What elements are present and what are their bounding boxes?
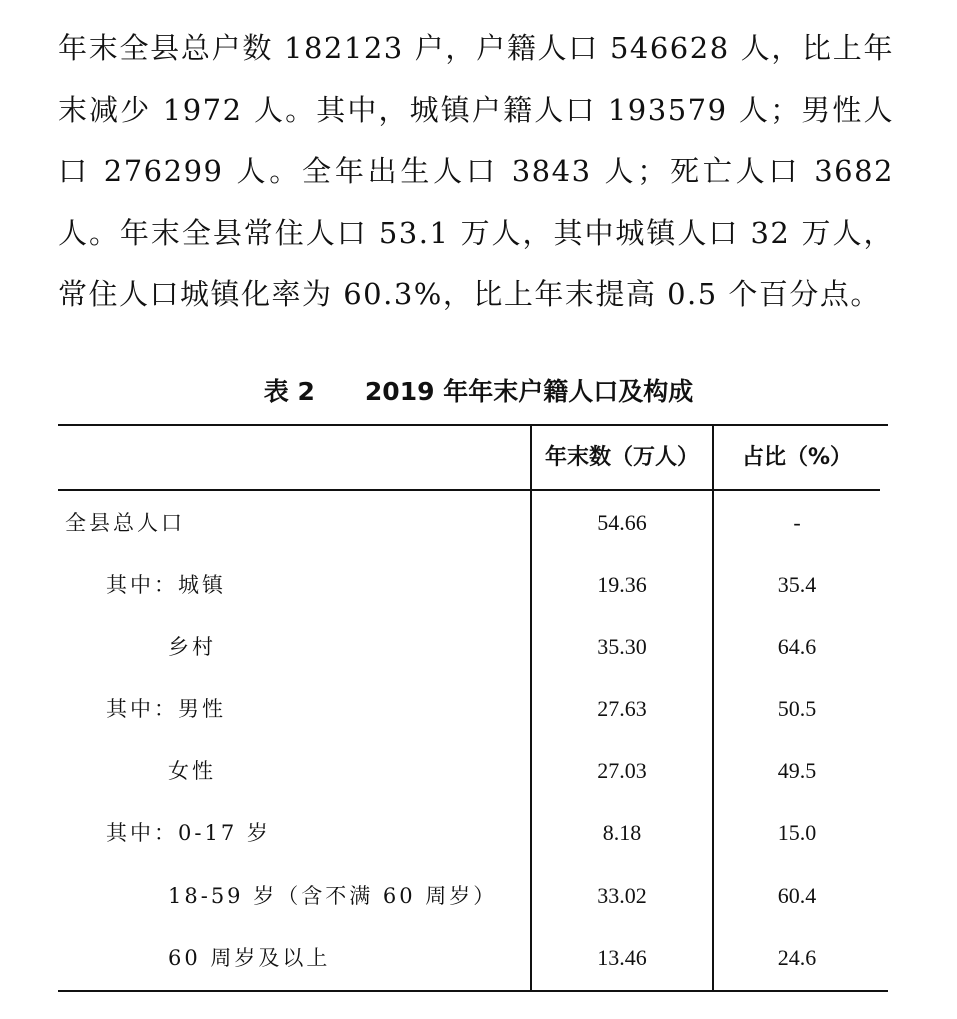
table-row xyxy=(58,813,888,853)
table-row xyxy=(58,751,888,791)
table-label: 表 2 xyxy=(263,377,315,406)
row-label: 乡村 xyxy=(168,635,216,659)
row-label: 女性 xyxy=(168,759,216,783)
row-share: 64.6 xyxy=(777,634,817,659)
table-row xyxy=(58,627,888,667)
table-title-text: 2019 年年末户籍人口及构成 xyxy=(364,377,694,406)
header-share: 占比（%） xyxy=(741,445,853,470)
row-value: 54.66 xyxy=(597,510,647,535)
row-share: 49.5 xyxy=(777,758,817,783)
table-row xyxy=(58,938,888,978)
header-year-end-count: 年末数（万人） xyxy=(544,445,699,470)
row-share: - xyxy=(793,510,801,535)
table-title xyxy=(0,372,957,412)
table-top-rule xyxy=(58,424,888,426)
row-value: 19.36 xyxy=(597,572,647,597)
row-share: 35.4 xyxy=(777,572,817,597)
row-share: 60.4 xyxy=(777,883,817,908)
row-share: 50.5 xyxy=(777,696,817,721)
table-row xyxy=(58,503,888,543)
row-share: 15.0 xyxy=(777,820,817,845)
body-paragraph: 年末全县总户数 182123 户，户籍人口 546628 人，比上年末减少 1972 人。其中，城镇户籍人口 193579 人；男性人口 276299 人。全年出生人口 3843 人；死亡人口 3682 人。年末全县常住人口 53.1 万人，其中城镇人口 32 万人，常住人口城镇化率为 60.3%，比上年末提高 0.5 个百分点。 xyxy=(58,31,894,311)
table-header-rule xyxy=(58,489,880,491)
row-label: 其中：男性 xyxy=(106,697,226,721)
row-value: 13.46 xyxy=(597,945,647,970)
row-value: 27.63 xyxy=(597,696,647,721)
row-label: 其中：城镇 xyxy=(106,573,226,597)
row-value: 27.03 xyxy=(597,758,647,783)
row-label: 全县总人口 xyxy=(65,511,185,535)
row-label: 18-59 岁（含不满 60 周岁） xyxy=(168,884,498,908)
table-bottom-rule xyxy=(58,990,888,992)
table-row xyxy=(58,876,888,916)
table-row xyxy=(58,689,888,729)
table-row xyxy=(58,565,888,605)
row-value: 35.30 xyxy=(597,634,647,659)
row-share: 24.6 xyxy=(777,945,817,970)
row-label: 其中：0-17 岁 xyxy=(106,821,271,845)
row-label: 60 周岁及以上 xyxy=(168,946,331,970)
row-value: 33.02 xyxy=(597,883,647,908)
row-value: 8.18 xyxy=(602,820,642,845)
